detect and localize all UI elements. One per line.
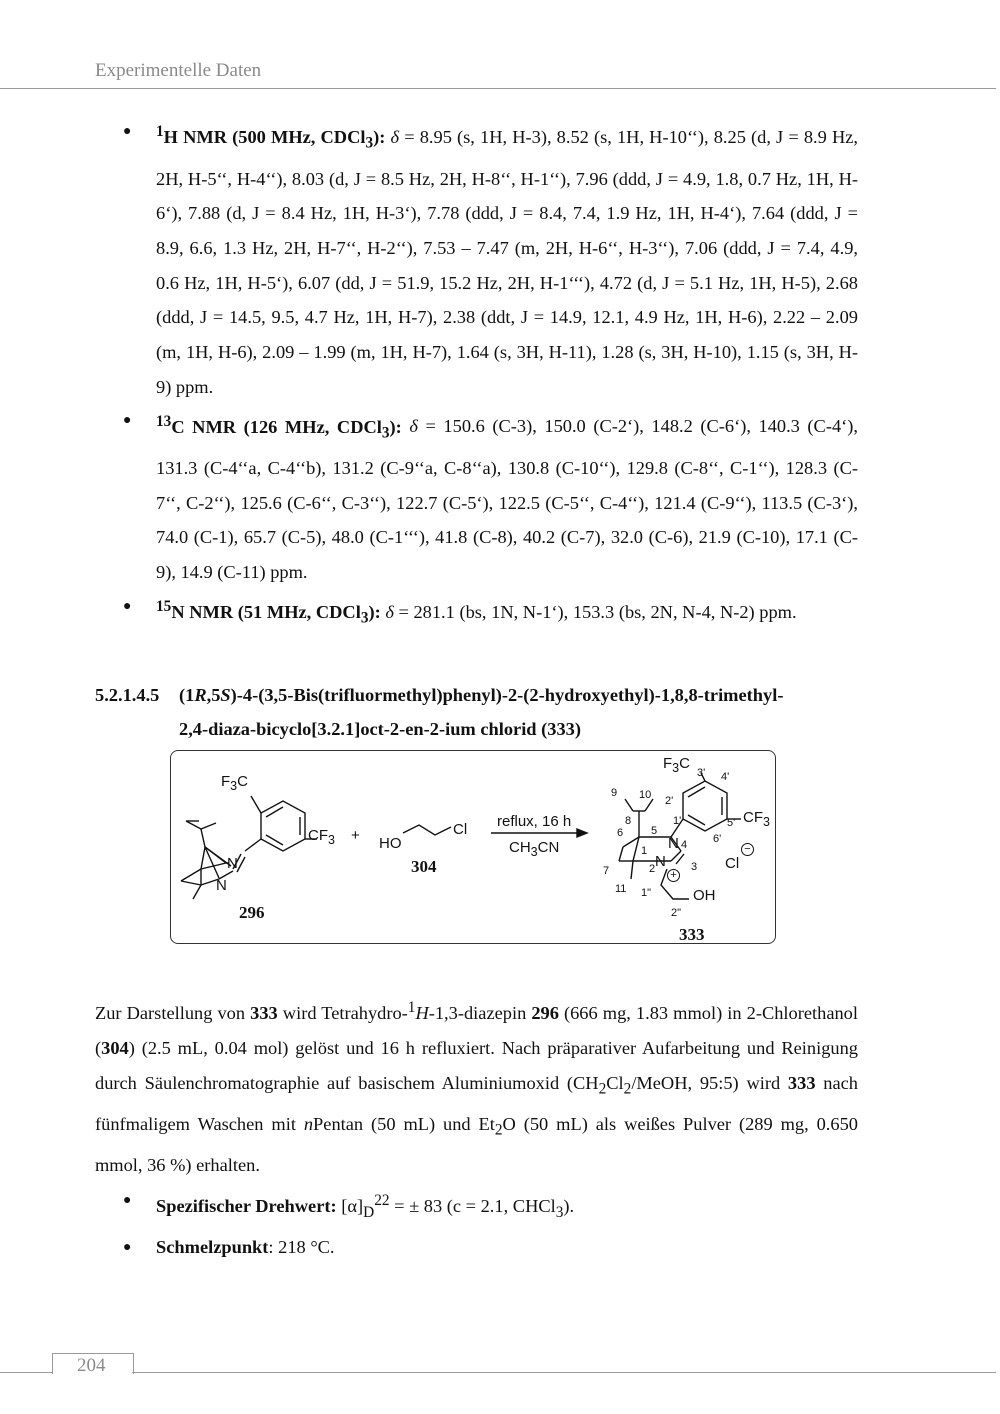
n15-nmr-label: $^{15}$N NMR (51 MHz, CDCl$_3$): xyxy=(156,597,381,627)
atom-number: 7 xyxy=(603,865,610,877)
section-title-line2: 2,4-diaza-bicyclo[3.2.1]oct-2-en-2-ium chlorid (333) xyxy=(179,719,581,739)
product-number: 333 xyxy=(679,925,705,944)
atom-number: 9 xyxy=(611,787,618,799)
atom-number: 8 xyxy=(625,815,632,827)
atom-number: 2" xyxy=(671,907,682,919)
condition-bottom: $CH_3CN$ xyxy=(509,839,560,859)
n-atom-label: N xyxy=(227,855,238,872)
atom-number: 6 xyxy=(617,827,624,839)
c13-nmr-text: = 150.6 (C-3), 150.0 (C-2‘), 148.2 (C-6‘), 140.3 (C-4‘), 131.3 (C-4‘‘a, C-4‘‘b), 131.2 (C-9‘‘a, C-8‘‘a), 130.8 (C-10‘‘), 129.8 (C-8‘‘, C-1‘‘), 128.3 (C-7‘‘, C-2‘‘), 125.6 (C-6‘‘, C-3‘‘), 122.7 (C-5‘), 122.5 (C-5‘‘, C-4‘‘), 121.4 (C-9‘‘), 113.5 (C-3‘), 74.0 (C-1), 65.7 (C-5), 48.0 (C-1‘‘‘), 41.8 (C-8), 40.2 (C-7), 32.0 (C-6), 21.9 (C-10), 17.1 (C-9), 14.9 (C-11) ppm. xyxy=(156,416,858,583)
bullet-icon: ● xyxy=(123,1193,132,1208)
product-structure xyxy=(619,773,741,899)
reagent-structure xyxy=(403,825,451,835)
h1-nmr-text: = 8.95 (s, 1H, H-3), 8.52 (s, 1H, H-10‘‘), 8.25 (d, J = 8.9 Hz, 2H, H-5‘‘, H-4‘‘), 8.03 (d, J = 8.5 Hz, 2H, H-8‘‘, H-1‘‘), 7.96 (ddd, J = 4.9, 1.8, 0.7 Hz, 1H, H-6‘), 7.88 (d, J = 8.4 Hz, 1H, H-3‘), 7.78 (ddd, J = 8.4, 7.4, 1.9 Hz, 1H, H-4‘), 7.64 (ddd, J = 8.9, 6.6, 1.3 Hz, 2H, H-7‘‘, H-2‘‘), 7.53 – 7.47 (m, 2H, H-6‘‘, H-3‘‘), 7.06 (ddd, J = 7.4, 4.9, 0.6 Hz, 1H, H-5‘), 6.07 (dd, J = 51.9, 15.2 Hz, 2H, H-1‘‘‘), 4.72 (d, J = 5.1 Hz, 1H, H-5), 2.68 (ddd, J = 14.5, 9.5, 4.7 Hz, 1H, H-7), 2.38 (ddt, J = 14.9, 12.1, 4.9 Hz, 1H, H-6), 2.22 – 2.09 (m, 1H, H-6), 2.09 – 1.99 (m, 1H, H-7), 1.64 (s, 3H, H-11), 1.28 (s, 3H, H-10), 1.15 (s, 3H, H-9) ppm. xyxy=(156,127,858,397)
plus-sign: + xyxy=(351,827,360,844)
positive-charge-icon: + xyxy=(667,869,680,882)
running-header: Experimentelle Daten xyxy=(95,60,262,81)
atom-number: 4' xyxy=(721,771,730,783)
melting-point-value: : 218 °C. xyxy=(268,1236,335,1257)
footer-divider xyxy=(132,1372,996,1373)
product-cf3-label: $CF_3$ xyxy=(743,809,770,829)
reaction-scheme xyxy=(170,750,776,944)
atom-number: 2' xyxy=(665,795,674,807)
reagent-number: 304 xyxy=(411,857,437,876)
header-divider xyxy=(0,88,996,89)
n15-nmr-item xyxy=(123,590,858,637)
atom-number: 5' xyxy=(727,817,736,829)
atom-number: 1' xyxy=(673,815,682,827)
optical-rotation-item: ● Spezifischer Drehwert: $[\alpha]_D^{22}$ = ± 83 (c = 2.1, CHCl$_3$). xyxy=(123,1183,858,1230)
section-title-line1: (1R,5S)-4-(3,5-Bis(trifluormethyl)phenyl)-2-(2-hydroxyethyl)-1,8,8-trimethyl- xyxy=(179,685,784,705)
melting-point-item xyxy=(123,1230,858,1265)
cf3-label: $CF_3$ xyxy=(308,827,335,847)
bullet-icon: ● xyxy=(123,413,132,429)
section-number: 5.2.1.4.5 xyxy=(95,685,160,705)
n-atom-label: N xyxy=(216,877,227,894)
melting-point-label: Schmelzpunkt xyxy=(156,1236,269,1257)
atom-number: 11 xyxy=(615,883,627,895)
atom-number: 3' xyxy=(697,767,706,779)
bullet-icon: ● xyxy=(123,124,132,139)
atom-number: 1 xyxy=(641,845,648,857)
delta-symbol: δ xyxy=(385,601,394,622)
atom-number: 5 xyxy=(651,825,658,837)
properties-list xyxy=(123,1183,858,1265)
reactant-number: 296 xyxy=(239,903,265,922)
product-oh-label: OH xyxy=(693,887,716,904)
atom-number: 2 xyxy=(649,863,656,875)
delta-symbol: δ xyxy=(390,127,400,148)
negative-charge-icon: − xyxy=(741,843,754,856)
h1-nmr-item xyxy=(123,115,858,404)
atom-number: 4 xyxy=(681,839,688,851)
h1-nmr-label: $^1$H NMR (500 MHz, CDCl$_3$): xyxy=(156,123,386,152)
delta-symbol: δ xyxy=(409,416,418,437)
nmr-data-list xyxy=(123,115,858,636)
product-n2-label: N xyxy=(655,853,666,870)
product-f3c-label: $F_3C$ xyxy=(663,755,690,775)
reactant-structure xyxy=(181,796,317,899)
c13-nmr-label: $^{13}$C NMR (126 MHz, CDCl$_3$): xyxy=(156,412,402,442)
cl-label: Cl xyxy=(453,821,468,838)
c13-nmr-item xyxy=(123,404,858,589)
footer-divider-left xyxy=(0,1372,52,1373)
atom-number: 1" xyxy=(641,887,652,899)
page-number: 204 xyxy=(77,1355,106,1376)
atom-number: 3 xyxy=(691,861,698,873)
reaction-arrow xyxy=(491,829,587,837)
bullet-icon: ● xyxy=(123,1239,132,1255)
atom-number: 10 xyxy=(639,789,652,801)
condition-top: reflux, 16 h xyxy=(497,813,572,830)
chloride-label: Cl xyxy=(725,855,740,872)
product-n4-label: N xyxy=(668,835,679,852)
procedure-paragraph: Zur Darstellung von 333 wird Tetrahydro-$^1$H-1,3-diazepin 296 (666 mg, 1.83 mmol) in 2-Chlorethanol (304) (2.5 mL, 0.04 mol) gelöst und 16 h refluxiert. Nach präparativer Aufarbeitung und Reinigung durch Säulenchromatographie auf basischem Aluminiumoxid ($CH_2Cl_2$/MeOH, 95:5) wird 333 nach fünfmaligem Waschen mit nPentan (50 mL) und $Et_2O$ (50 mL) als weißes Pulver (289 mg, 0.650 mmol, 36 %) erhalten. xyxy=(95,999,858,1176)
atom-number: 6' xyxy=(713,833,722,845)
f3c-label: $F_3C$ xyxy=(221,773,248,793)
n15-nmr-text: = 281.1 (bs, 1N, N-1‘), 153.3 (bs, 2N, N-4, N-2) ppm. xyxy=(393,601,797,622)
ho-label: HO xyxy=(379,835,402,852)
bullet-icon: ● xyxy=(123,598,132,614)
rotation-label: Spezifischer Drehwert: xyxy=(156,1196,337,1217)
